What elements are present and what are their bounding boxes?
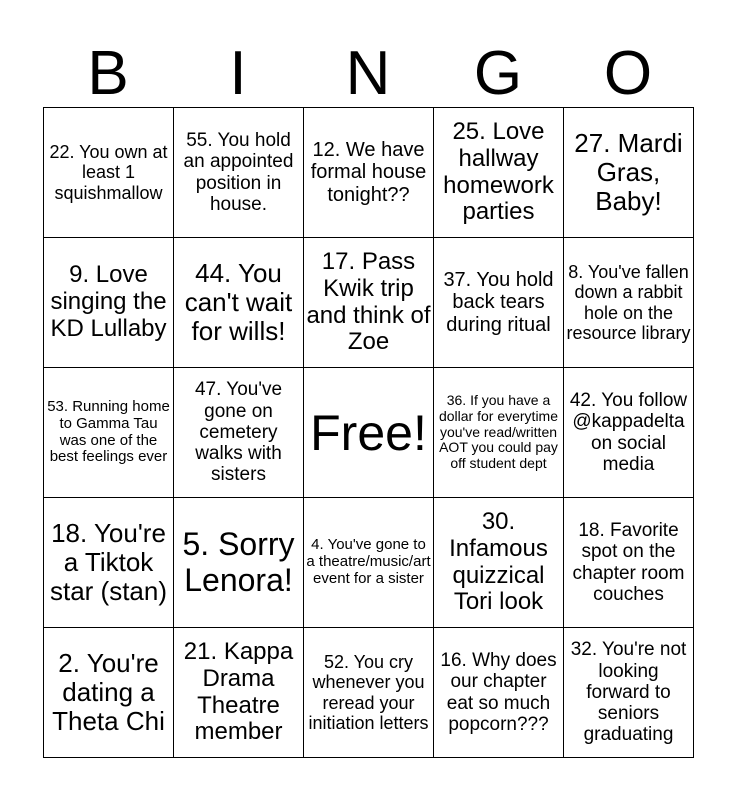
bingo-cell[interactable]: 37. You hold back tears during ritual: [434, 238, 564, 368]
bingo-cell[interactable]: 44. You can't wait for wills!: [174, 238, 304, 368]
bingo-cell[interactable]: 21. Kappa Drama Theatre member: [174, 628, 304, 758]
board-row: [44, 498, 694, 628]
header-letter-o: O: [603, 39, 653, 108]
free-space[interactable]: Free!: [304, 368, 434, 498]
board-row: [44, 238, 694, 368]
bingo-cell[interactable]: 25. Love hallway homework parties: [434, 108, 564, 238]
header-letter-g: G: [473, 39, 523, 108]
board-row: [44, 368, 694, 498]
bingo-cell[interactable]: 8. You've fallen down a rabbit hole on the resource library: [564, 238, 694, 368]
bingo-cell[interactable]: 5. Sorry Lenora!: [174, 498, 304, 628]
header-letter-i: I: [229, 39, 247, 108]
bingo-cell[interactable]: 16. Why does our chapter eat so much popcorn???: [434, 628, 564, 758]
bingo-cell[interactable]: 36. If you have a dollar for everytime you've read/written AOT you could pay off student dept: [434, 368, 564, 498]
bingo-cell[interactable]: 42. You follow @kappadelta on social media: [564, 368, 694, 498]
bingo-cell[interactable]: 12. We have formal house tonight??: [304, 108, 434, 238]
board-row: [44, 628, 694, 758]
bingo-cell[interactable]: 2. You're dating a Theta Chi: [44, 628, 174, 758]
bingo-cell[interactable]: 17. Pass Kwik trip and think of Zoe: [304, 238, 434, 368]
bingo-cell[interactable]: 32. You're not looking forward to seniors graduating: [564, 628, 694, 758]
bingo-cell[interactable]: 30. Infamous quizzical Tori look: [434, 498, 564, 628]
bingo-cell[interactable]: 55. You hold an appointed position in house.: [174, 108, 304, 238]
bingo-cell[interactable]: 52. You cry whenever you reread your initiation letters: [304, 628, 434, 758]
bingo-board: [43, 107, 694, 758]
bingo-header: [43, 40, 693, 108]
board-row: [44, 108, 694, 238]
header-letter-n: N: [345, 39, 391, 108]
bingo-cell[interactable]: 22. You own at least 1 squishmallow: [44, 108, 174, 238]
bingo-cell[interactable]: 18. You're a Tiktok star (stan): [44, 498, 174, 628]
bingo-cell[interactable]: 9. Love singing the KD Lullaby: [44, 238, 174, 368]
bingo-cell[interactable]: 27. Mardi Gras, Baby!: [564, 108, 694, 238]
bingo-cell[interactable]: 53. Running home to Gamma Tau was one of the best feelings ever: [44, 368, 174, 498]
bingo-cell[interactable]: 18. Favorite spot on the chapter room couches: [564, 498, 694, 628]
bingo-cell[interactable]: 4. You've gone to a theatre/music/art event for a sister: [304, 498, 434, 628]
bingo-cell[interactable]: 47. You've gone on cemetery walks with sisters: [174, 368, 304, 498]
header-letter-b: B: [87, 39, 129, 108]
